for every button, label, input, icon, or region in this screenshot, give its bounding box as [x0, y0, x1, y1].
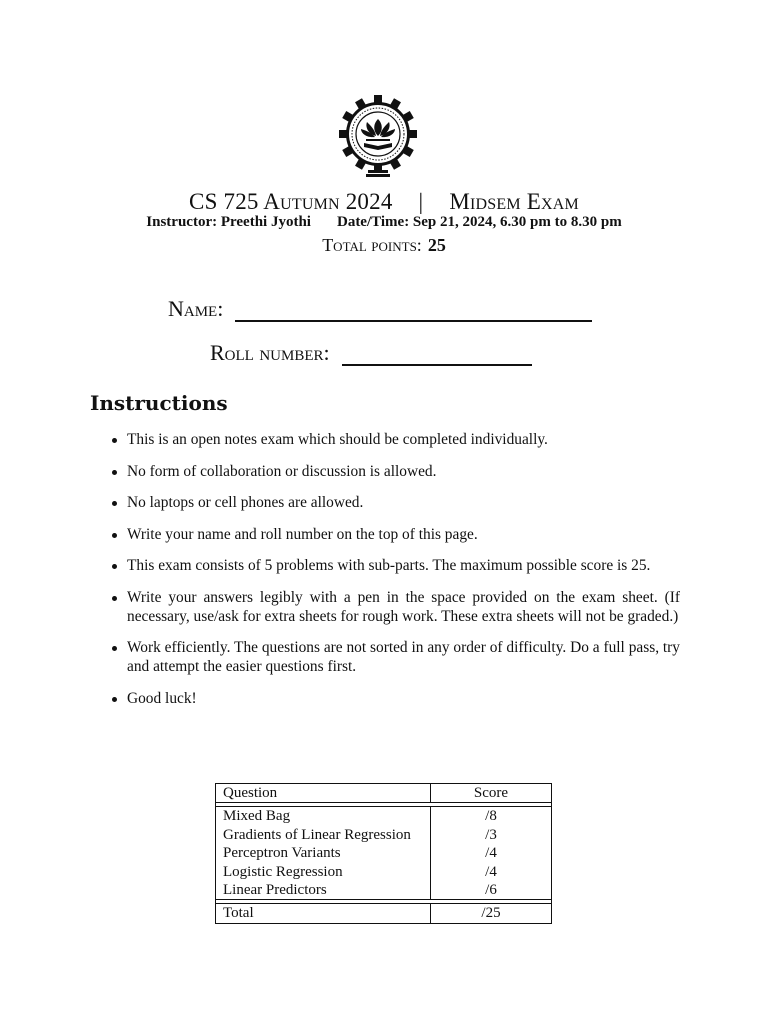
name-label: Name:: [168, 296, 224, 321]
score-cell: /8: [431, 807, 552, 826]
score-cell: /3: [431, 826, 552, 844]
total-points-value: 25: [427, 235, 446, 255]
table-row: [216, 863, 552, 881]
exam-datetime: Date/Time: Sep 21, 2024, 6.30 pm to 8.30 pm: [336, 214, 622, 230]
total-row: [216, 904, 552, 923]
instruction-item: No form of collaboration or discussion is allowed.: [110, 462, 680, 481]
total-score: /25: [431, 904, 552, 923]
roll-number-field-row: [210, 340, 532, 366]
instruction-item: Write your answers legibly with a pen in the space provided on the exam sheet. (If necessary, use/ask for extra sheets for rough work. These extra sheets will not be graded.): [110, 588, 680, 626]
instruction-item: Write your name and roll number on the top of this page.: [110, 525, 680, 544]
total-points-label: Total points:: [322, 235, 422, 255]
table-row: [216, 844, 552, 862]
institute-logo: [338, 94, 418, 182]
instruction-item: This is an open notes exam which should be completed individually.: [110, 430, 680, 449]
table-row: [216, 807, 552, 826]
roll-number-line[interactable]: [342, 342, 532, 366]
header-score: Score: [431, 784, 552, 803]
instruction-item: No laptops or cell phones are allowed.: [110, 493, 680, 512]
instructions-heading: Instructions: [90, 391, 228, 415]
exam-meta: [0, 214, 768, 231]
score-table: [215, 783, 552, 924]
roll-number-label: Roll number:: [210, 340, 330, 365]
total-label: Total: [216, 904, 431, 923]
score-cell: /4: [431, 863, 552, 881]
instructor: Instructor: Preethi Jyothi: [146, 214, 311, 230]
table-row: [216, 826, 552, 844]
instructions-list: [110, 430, 680, 720]
name-line[interactable]: [235, 298, 592, 322]
header-question: Question: [216, 784, 431, 803]
question-cell: Mixed Bag: [216, 807, 431, 826]
question-cell: Linear Predictors: [216, 881, 431, 900]
title-separator: |: [418, 189, 424, 214]
instruction-item: Work efficiently. The questions are not sorted in any order of difficulty. Do a full pass, try and attempt the easier questions first.: [110, 638, 680, 676]
instruction-item: This exam consists of 5 problems with sub-parts. The maximum possible score is 25.: [110, 556, 680, 575]
question-cell: Logistic Regression: [223, 863, 343, 880]
exam-name: Midsem Exam: [449, 189, 579, 214]
table-row: [216, 881, 552, 900]
instruction-item: Good luck!: [110, 689, 680, 708]
question-cell: Gradients of Linear Regression: [223, 826, 411, 843]
question-cell: Perceptron Variants: [223, 845, 341, 862]
exam-title: [0, 189, 768, 215]
score-table-header: [216, 784, 552, 803]
score-cell: /6: [431, 881, 552, 900]
score-cell: /4: [431, 844, 552, 862]
total-points: [0, 235, 768, 256]
course-title: CS 725 Autumn 2024: [189, 189, 393, 214]
name-field-row: [168, 296, 592, 322]
